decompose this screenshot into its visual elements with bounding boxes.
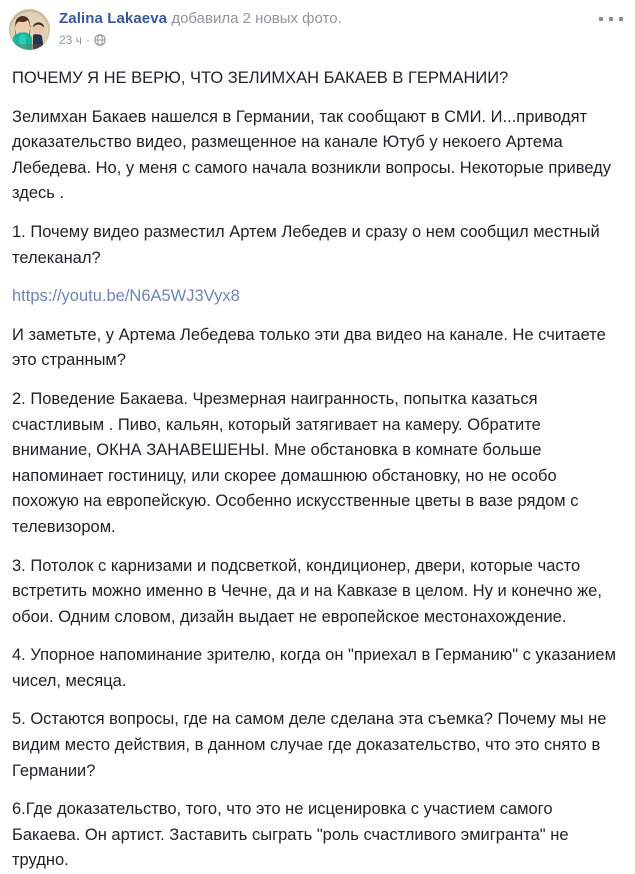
- post-body: [0, 56, 635, 874]
- post-paragraph-intro: Зелимхан Бакаев нашелся в Германии, так сообщают в СМИ. И...приводят доказательство видео, размещенное на канале Ютуб у некоего Артема Лебедева. Но, у меня с самого начала возникли вопросы. Некоторые приведу здесь .: [12, 107, 612, 203]
- byline: [59, 9, 623, 28]
- post-paragraph-item-4: 4. Упорное напоминание зрителю, когда он "приехал в Германию" с указанием чисел, месяца.: [12, 646, 616, 690]
- post-paragraph-item-5: 5. Остаются вопросы, где на самом деле сделана эта съемка? Почему мы не видим место действия, в данном случае где доказательство, что это снято в Германии?: [12, 710, 607, 780]
- author-name[interactable]: Zalina Lakaeva: [59, 10, 168, 27]
- meta-separator: ·: [85, 33, 90, 47]
- timestamp[interactable]: 23 ч: [59, 33, 82, 47]
- ellipsis-dot: [599, 17, 603, 21]
- post-header-text: [59, 8, 623, 47]
- post-paragraph-note: И заметьте, у Артема Лебедева только эти два видео на канале. Не считаете это странным?: [12, 325, 606, 370]
- ellipsis-dot: [619, 17, 623, 21]
- post-paragraph-item-2: 2. Поведение Бакаева. Чрезмерная наигранность, попытка казаться счастливым . Пиво, кальян, который затягивает на камеру. Обратите внимание, ОКНА ЗАНАВЕШЕНЫ. Мне обстановка в комнате больше напоминает гостиницу, или скорее домашнюю обстановку, но не особо похожую на европейскую. Особенно искусственные цветы в вазе рядом с телевизором.: [12, 389, 579, 536]
- post-header: [0, 0, 635, 56]
- post-meta: [59, 33, 623, 47]
- avatar[interactable]: [9, 9, 50, 50]
- post-title: ПОЧЕМУ Я НЕ ВЕРЮ, ЧТО ЗЕЛИМХАН БАКАЕВ В ГЕРМАНИИ?: [12, 69, 509, 87]
- user-avatar-photo: [9, 9, 50, 50]
- globe-icon[interactable]: [94, 34, 106, 46]
- post-paragraph-item-6: 6.Где доказательство, того, что это не исценировка с участием самого Бакаева. Он артист. Заставить сыграть "роль счастливого эмигранта" не трудно.: [12, 800, 569, 870]
- post-paragraph-item-1: 1. Почему видео разместил Артем Лебедев и сразу о нем сообщил местный телеканал?: [12, 222, 600, 267]
- post-options-menu-button[interactable]: [599, 12, 623, 26]
- youtube-link[interactable]: https://youtu.be/N6A5WJ3Vyx8: [12, 287, 240, 306]
- ellipsis-dot: [609, 17, 613, 21]
- post-link-paragraph: [12, 284, 621, 310]
- post-paragraph-item-3: 3. Потолок с карнизами и подсветкой, кондиционер, двери, которые часто встретить можно именно в Чечне, да и на Кавказе в целом. Ну и конечно же, обои. Одним словом, дизайн выдает не европейское местонахождение.: [12, 556, 602, 626]
- post-action-text: добавила 2 новых фото.: [171, 10, 342, 27]
